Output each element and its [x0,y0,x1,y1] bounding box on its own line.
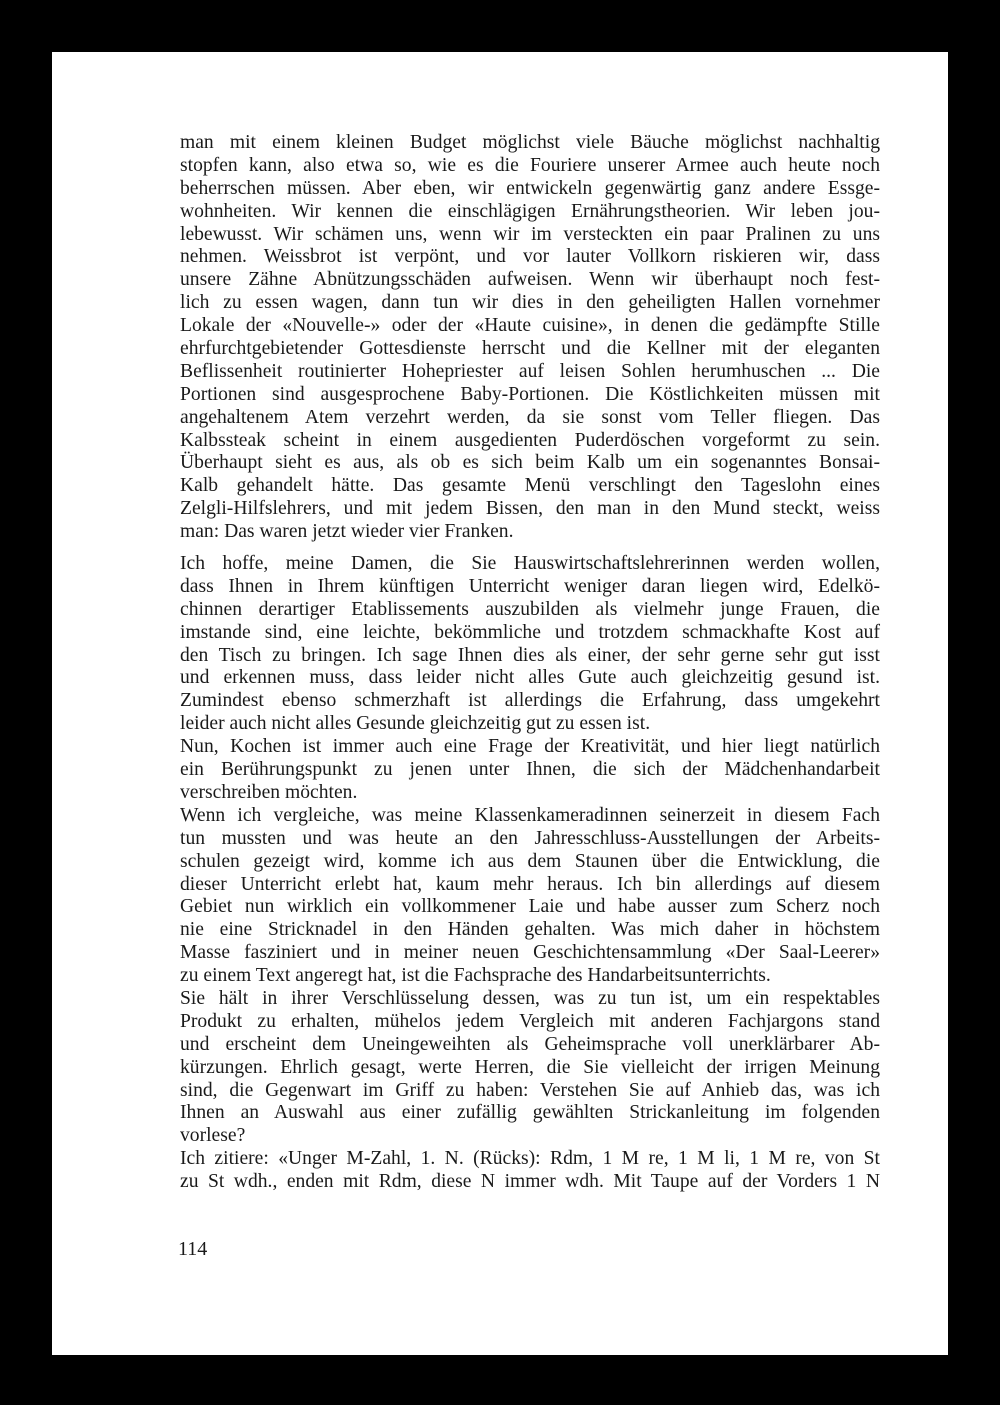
text-line: imstande sind, eine leichte, bekömmliche und trotzdem schmackhafte Kost auf [180,621,880,643]
text-line: Ich zitiere: «Unger M-Zahl, 1. N. (Rücks): Rdm, 1 M re, 1 M li, 1 M re, von St [180,1148,880,1170]
book-page [52,52,948,1355]
text-line: ehrfurchtgebietender Gottesdienste herrscht und die Kellner mit der eleganten [180,338,880,360]
text-line: dieser Unterricht erlebt hat, kaum mehr heraus. Ich bin allerdings auf diesem [180,873,880,895]
paragraph-1 [180,132,880,544]
text-line: zu St wdh., enden mit Rdm, diese N immer wdh. Mit Taupe auf der Vorders 1 N [180,1171,880,1193]
text-line: leider auch nicht alles Gesunde gleichzeitig gut zu essen ist. [180,713,651,735]
text-line: zu einem Text angeregt hat, ist die Fachsprache des Handarbeitsunterrichts. [180,965,771,987]
text-line: unsere Zähne Abnützungsschäden aufweisen. Wenn wir überhaupt noch fest- [180,269,880,291]
text-line: Lokale der «Nouvelle-» oder der «Haute cuisine», in denen die gedämpfte Stille [180,315,880,337]
page-number: 114 [178,1238,208,1260]
text-line: chinnen derartiger Etablissements auszubilden als vielmehr junge Frauen, die [180,598,880,620]
text-line: Beflissenheit routinierter Hohepriester auf leisen Sohlen herumhuschen ... Die [180,360,880,382]
text-line: angehaltenem Atem verzehrt werden, da sie sonst vom Teller fliegen. Das [180,406,880,428]
text-line: Zumindest ebenso schmerzhaft ist allerdings die Erfahrung, dass umgekehrt [180,690,880,712]
text-line: Portionen sind ausgesprochene Baby-Portionen. Die Köstlichkeiten müssen mit [180,383,880,405]
text-line: nehmen. Weissbrot ist verpönt, und vor lauter Vollkorn riskieren wir, dass [180,246,880,268]
paragraph-5 [180,988,880,1148]
text-line: Masse fasziniert und in meiner neuen Geschichtensammlung «Der Saal-Leerer» [180,942,880,964]
text-line: vorlese? [180,1125,246,1147]
text-line: nie eine Stricknadel in den Händen gehalten. Was mich daher in höchstem [180,919,880,941]
text-line: sind, die Gegenwart im Griff zu haben: Verstehen Sie auf Anhieb das, was ich [180,1079,880,1101]
text-line: Zelgli-Hilfslehrers, und mit jedem Bissen, den man in den Mund steckt, weiss [180,498,880,520]
text-line: man mit einem kleinen Budget möglichst viele Bäuche möglichst nachhaltig [180,132,880,153]
paragraph-3 [180,736,880,805]
text-line: und erscheint dem Uneingeweihten als Geheimsprache voll unerklärbarer Ab- [180,1033,880,1055]
text-line: schulen gezeigt wird, komme ich aus dem Staunen über die Entwicklung, die [180,850,880,872]
text-line: Kalbssteak scheint in einem ausgedienten Puderdöschen vorgeformt zu sein. [180,429,880,451]
text-line: Wenn ich vergleiche, was meine Klassenkameradinnen seinerzeit in diesem Fach [180,804,880,826]
text-line: wohnheiten. Wir kennen die einschlägigen Ernährungstheorien. Wir leben jou- [180,200,880,222]
text-line: und erkennen muss, dass leider nicht alles Gute auch gleichzeitig gesund ist. [180,667,880,689]
text-line: Ihnen an Auswahl aus einer zufällig gewählten Strickanleitung im folgenden [180,1102,880,1124]
text-line: Sie hält in ihrer Verschlüsselung dessen, was zu tun ist, um ein respektables [180,987,880,1009]
text-line: lebewusst. Wir schämen uns, wenn wir im versteckten ein paar Pralinen zu uns [180,223,880,245]
text-line: Ich hoffe, meine Damen, die Sie Hauswirtschaftslehrerinnen werden wollen, [180,553,880,575]
text-line: Nun, Kochen ist immer auch eine Frage der Kreativität, und hier liegt natürlich [180,736,880,758]
text-line: Überhaupt sieht es aus, als ob es sich beim Kalb um ein sogenanntes Bonsai- [180,452,880,474]
text-line: verschreiben möchten. [180,781,358,803]
body-text [180,132,880,1194]
text-line: Produkt zu erhalten, mühelos jedem Vergleich mit anderen Fachjargons stand [180,1010,880,1032]
text-line: beherrschen müssen. Aber eben, wir entwickeln gegenwärtig ganz andere Essge- [180,177,880,199]
text-line: man: Das waren jetzt wieder vier Franken. [180,521,514,543]
text-line: Gebiet nun wirklich ein vollkommener Laie und habe ausser zum Scherz noch [180,896,880,918]
paragraph-4 [180,805,880,988]
text-line: lich zu essen wagen, dann tun wir dies in den geheiligten Hallen vornehmer [180,292,880,314]
paragraph-6 [180,1148,880,1194]
text-line: stopfen kann, also etwa so, wie es die Fouriere unserer Armee auch heute noch [180,154,880,176]
text-line: dass Ihnen in Ihrem künftigen Unterricht weniger daran liegen wird, Edelkö- [180,575,880,597]
text-line: den Tisch zu bringen. Ich sage Ihnen dies als einer, der sehr gerne sehr gut isst [180,644,880,666]
text-line: ein Berührungspunkt zu jenen unter Ihnen, die sich der Mädchenhandarbeit [180,759,880,781]
text-line: tun mussten und was heute an den Jahresschluss-Ausstellungen der Arbeits- [180,827,880,849]
text-line: kürzungen. Ehrlich gesagt, werte Herren, die Sie vielleicht der irrigen Meinung [180,1056,880,1078]
text-line: Kalb gehandelt hätte. Das gesamte Menü verschlingt den Tageslohn eines [180,475,880,497]
paragraph-2 [180,553,880,736]
